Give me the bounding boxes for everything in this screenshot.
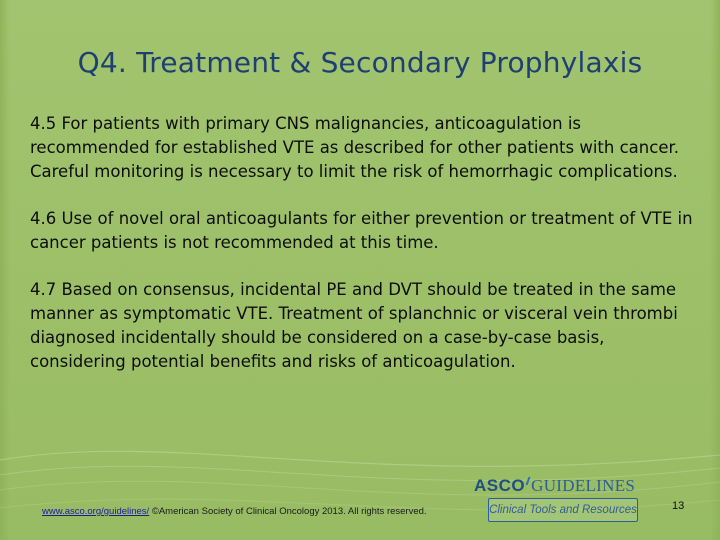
- logo-wordmark: [474, 476, 635, 496]
- logo-tagline: Clinical Tools and Resources: [488, 498, 638, 522]
- footer: [42, 506, 427, 517]
- logo-accent-mark: [526, 477, 531, 485]
- page-number: 13: [672, 500, 685, 512]
- slide-title: Q4. Treatment & Secondary Prophylaxis: [77, 46, 643, 79]
- paragraph-4-6: 4.6 Use of novel oral anticoagulants for either prevention or treatment of VTE in cancer patients is not recommended at this time.: [30, 209, 693, 252]
- slide-body: [30, 112, 698, 397]
- paragraph-4-5: 4.5 For patients with primary CNS malignancies, anticoagulation is recommended for established VTE as described for other patients with cancer. Careful monitoring is necessary to limit the risk of hemorrhagic complications.: [30, 114, 679, 181]
- paragraph-4-7: 4.7 Based on consensus, incidental PE and DVT should be treated in the same manner as symptomatic VTE. Treatment of splanchnic or visceral vein thrombi diagnosed incidentally should be considered on a case-by-case basis, considering potential benefits and risks of anticoagulation.: [30, 280, 678, 371]
- copyright-text: ©American Society of Clinical Oncology 2013. All rights reserved.: [149, 506, 427, 517]
- asco-guidelines-logo: [474, 476, 638, 522]
- logo-asco-text: ASCO: [474, 476, 526, 495]
- guidelines-link[interactable]: www.asco.org/guidelines/: [42, 506, 150, 517]
- logo-guidelines-text: GUIDELINES: [531, 476, 636, 495]
